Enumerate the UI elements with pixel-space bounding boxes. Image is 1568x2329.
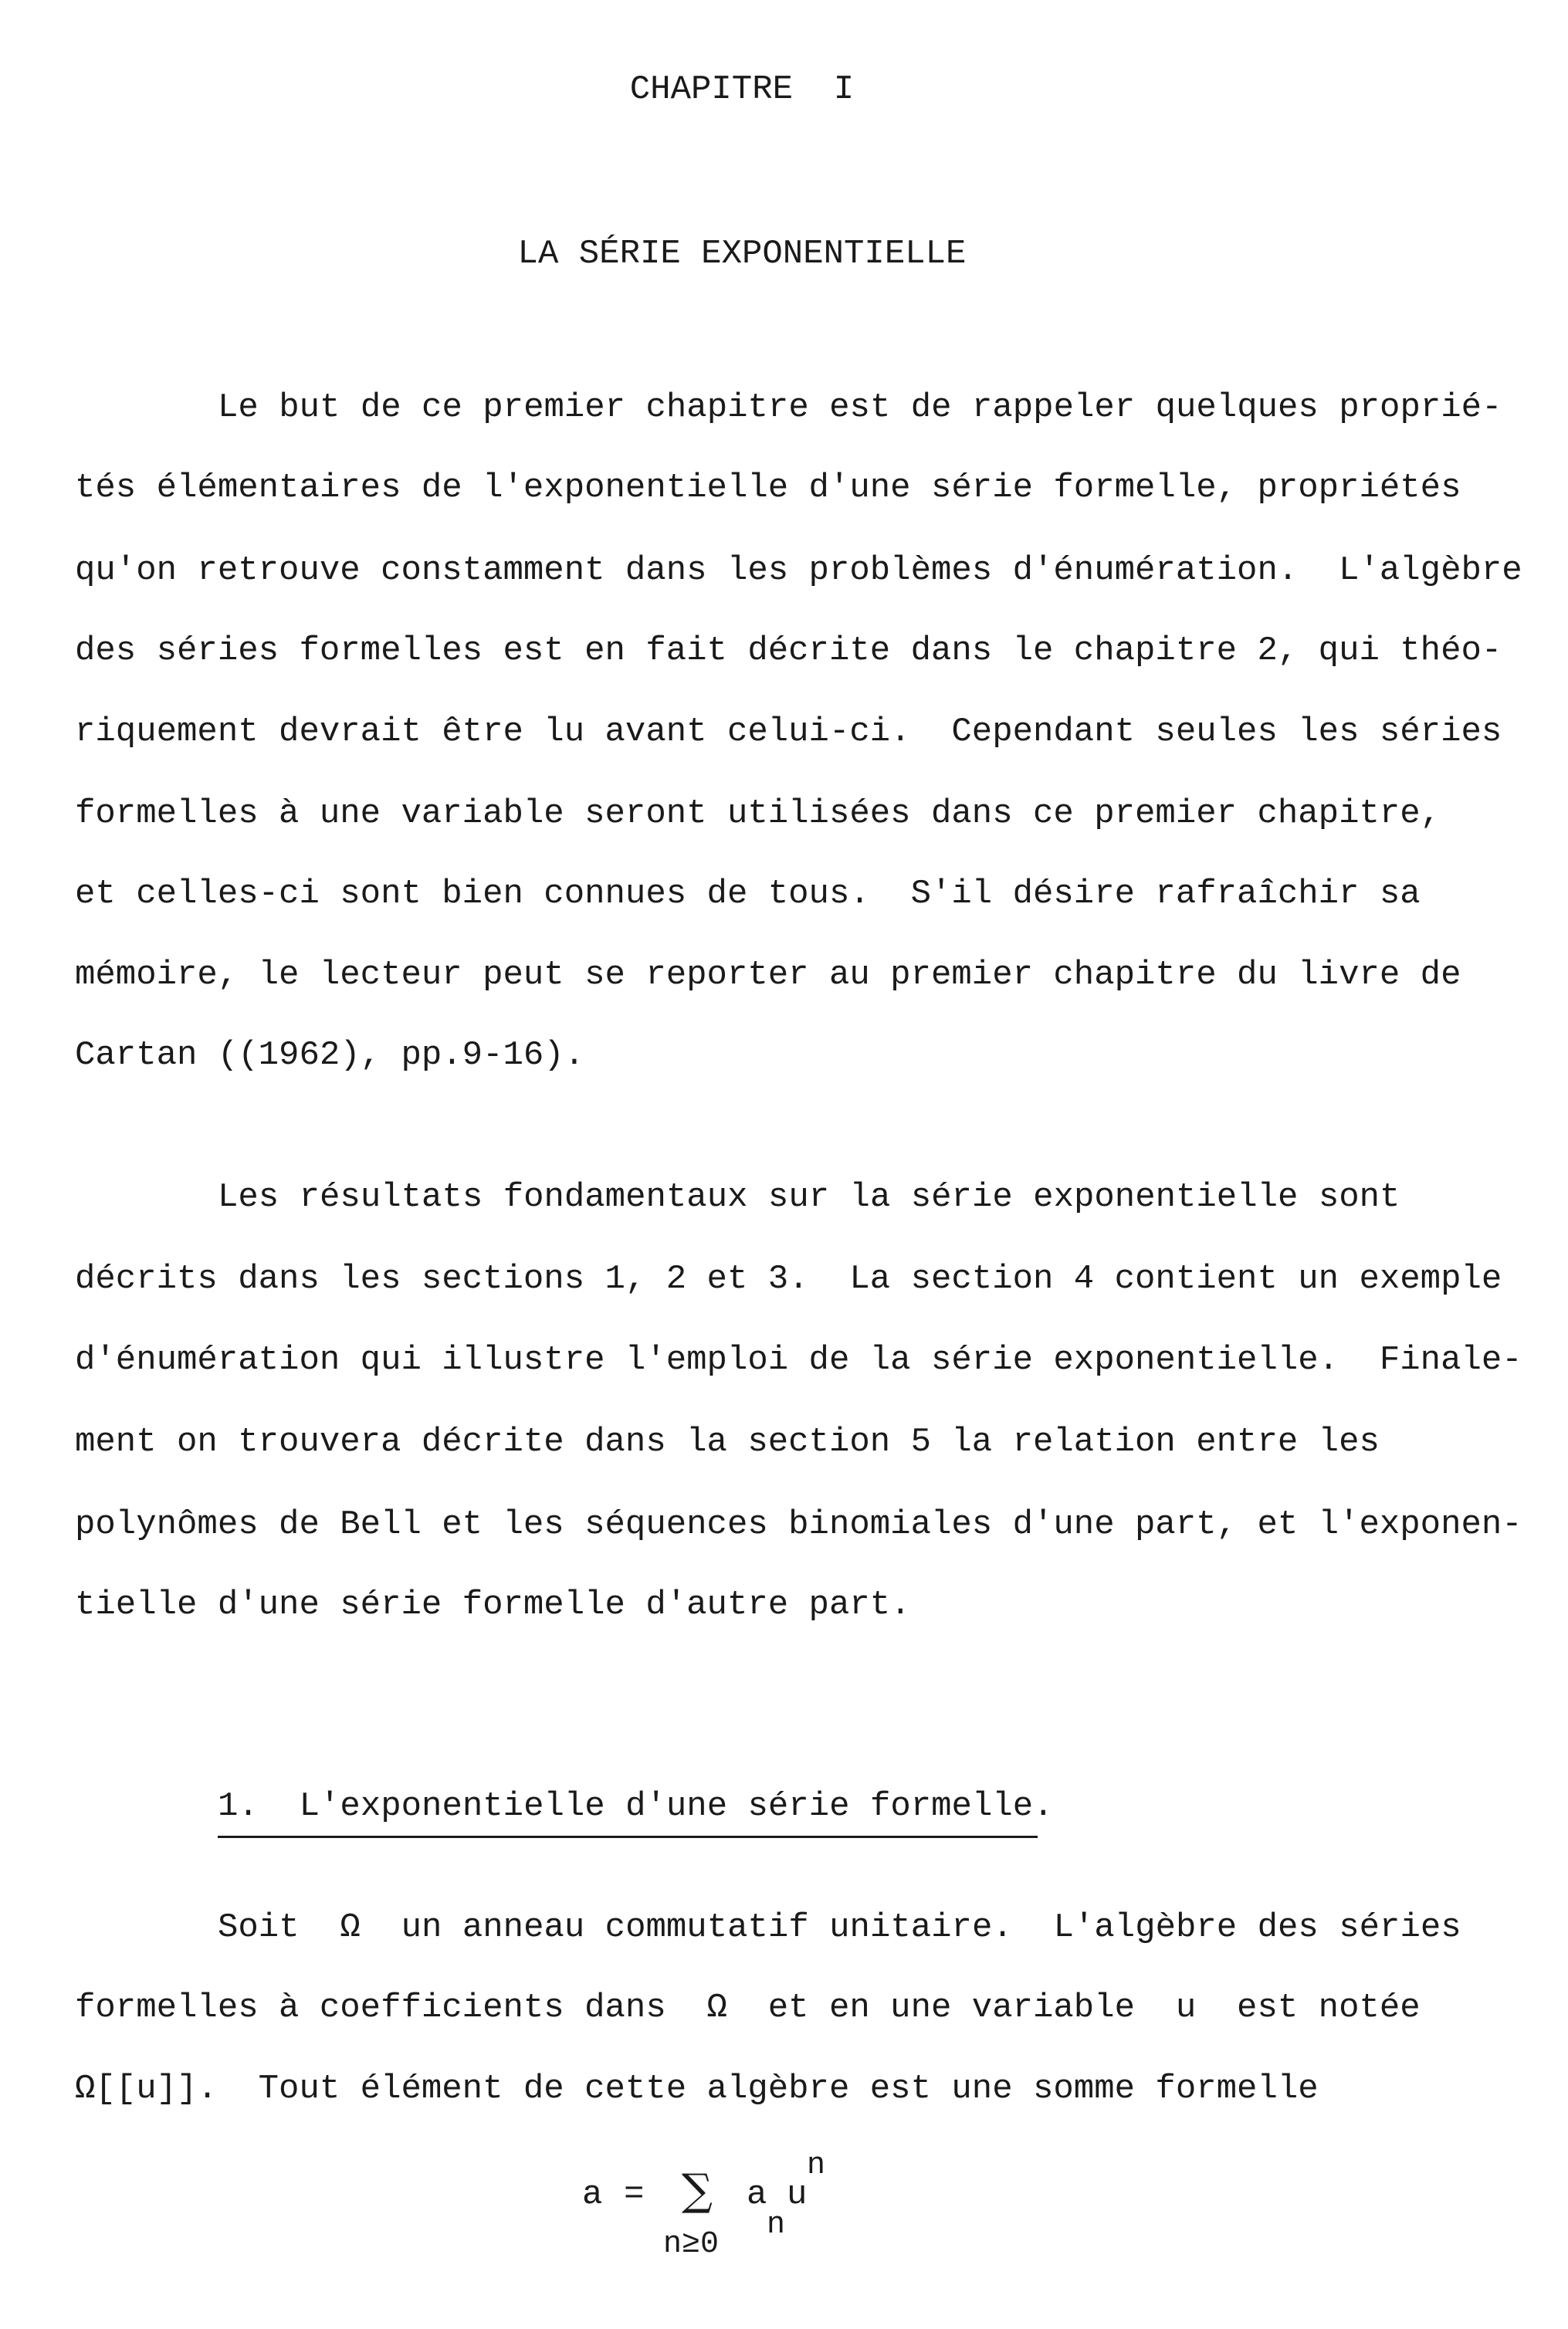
chapter-title: LA SÉRIE EXPONENTIELLE (517, 235, 967, 273)
text-line: Cartan ((1962), pp.9-16). (75, 1036, 585, 1075)
text-line: Le but de ce premier chapitre est de rappeler quelques proprié- (218, 388, 1502, 427)
text-line: tielle d'une série formelle d'autre part. (75, 1586, 911, 1624)
text-line: et celles-ci sont bien connues de tous. S'il désire rafraîchir sa (75, 875, 1421, 913)
formula-equals: = (624, 2175, 645, 2214)
text-line: polynômes de Bell et les séquences binomiales d'une part, et l'exponen- (75, 1505, 1522, 1544)
text-line: formelles à une variable seront utilisées dans ce premier chapitre, (75, 794, 1441, 833)
text-line: riquement devrait être lu avant celui-ci. Cependant seules les séries (75, 713, 1502, 751)
text-line: d'énumération qui illustre l'emploi de la série exponentielle. Finale- (75, 1341, 1522, 1379)
coefficient-subscript: n (767, 2208, 786, 2243)
text-line: tés élémentaires de l'exponentielle d'une série formelle, propriétés (75, 469, 1461, 507)
text-line: qu'on retrouve constamment dans les problèmes d'énumération. L'algèbre (75, 551, 1522, 590)
section-heading: 1. L'exponentielle d'une série formelle. (218, 1787, 1054, 1826)
chapter-label: CHAPITRE I (629, 70, 855, 109)
text-line: Soit Ω un anneau commutatif unitaire. L'algèbre des séries (218, 1908, 1461, 1947)
text-line: des séries formelles est en fait décrite dans le chapitre 2, qui théo- (75, 631, 1502, 670)
sum-symbol: ∑ (682, 2165, 713, 2216)
section-heading-underline (218, 1836, 1038, 1838)
formula-variable: u (787, 2175, 808, 2214)
sum-index: n≥0 (663, 2227, 720, 2262)
text-line: mémoire, le lecteur peut se reporter au premier chapitre du livre de (75, 956, 1461, 994)
text-line: ment on trouvera décrite dans la section 5 la relation entre les (75, 1423, 1380, 1461)
text-line: décrits dans les sections 1, 2 et 3. La section 4 contient un exemple (75, 1260, 1502, 1298)
formula-lhs: a (582, 2175, 603, 2214)
text-line: formelles à coefficients dans Ω et en une variable u est notée (75, 1989, 1421, 2027)
text-line: Les résultats fondamentaux sur la série exponentielle sont (218, 1178, 1400, 1217)
formula-coefficient: a (747, 2175, 767, 2214)
variable-exponent: n (807, 2148, 826, 2183)
text-line: Ω[[u]]. Tout élément de cette algèbre est une somme formelle (75, 2070, 1319, 2108)
